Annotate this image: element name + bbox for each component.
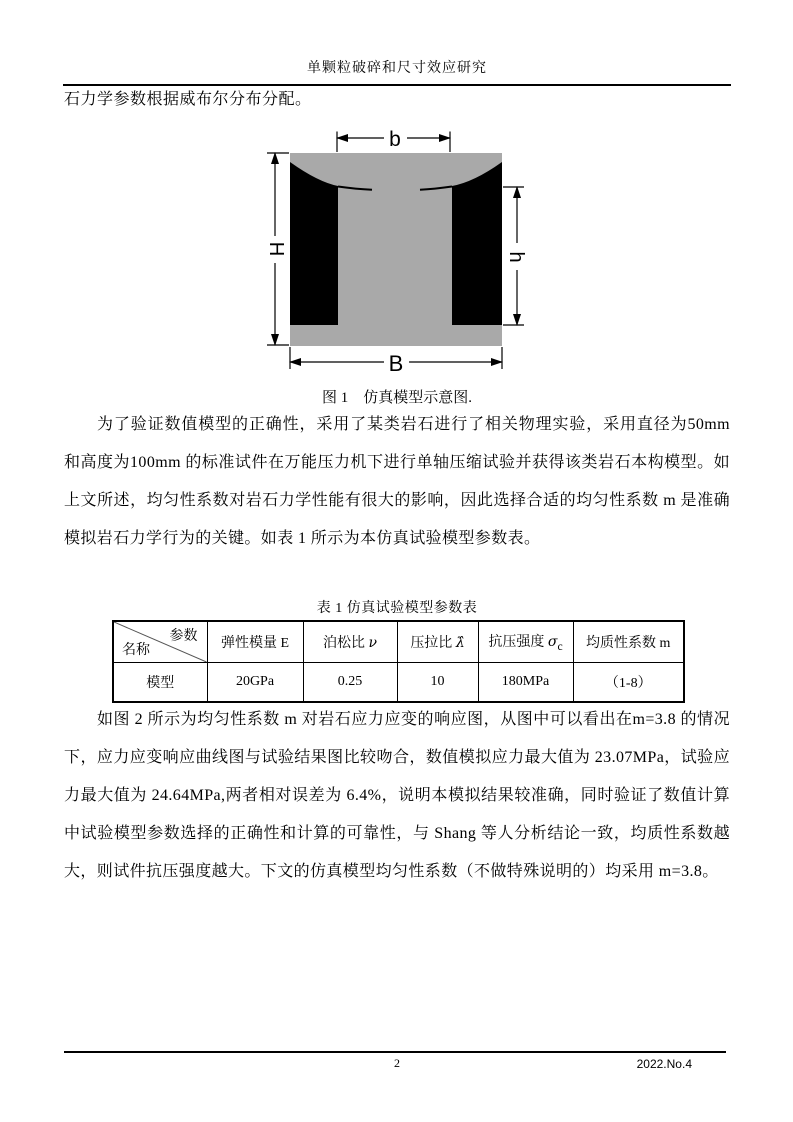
intro-paragraph: 石力学参数根据威布尔分布分配。 [64,91,312,108]
corner-label-parameter: 参数 [169,629,198,644]
dim-label-B: B [388,351,404,376]
col-header-compression-tension-ratio: 压拉比 λ̂ [397,621,478,663]
cell-compression-tension-ratio: 10 [397,663,478,703]
dim-label-h: h [505,251,527,263]
footer-rule [64,1051,726,1053]
table-data-row [113,663,684,703]
issue-label: 2022.No.4 [636,1057,692,1071]
running-header-title: 单颗粒破碎和尺寸效应研究 [307,61,487,76]
dim-label-H: H [265,241,287,257]
cell-homogeneity-index: （1-8） [573,663,684,703]
model-parameters-table [112,620,685,703]
left-void-region [290,162,338,325]
cell-compressive-strength: 180MPa [478,663,573,703]
figure-caption: 图 1 仿真模型示意图. [321,390,472,406]
col-header-homogeneity-index: 均质性系数 m [573,621,684,663]
corner-header-cell [113,621,207,663]
table-header-row [113,621,684,663]
simulation-model-figure [255,120,535,382]
col-header-elastic-modulus: 弹性模量 E [207,621,303,663]
corner-label-name: 名称 [122,643,150,658]
cell-row-name: 模型 [113,663,207,703]
cell-elastic-modulus: 20GPa [207,663,303,703]
body-paragraph-1: 为了验证数值模型的正确性，采用了某类岩石进行了相关物理实验，采用直径为50mm 和高度为100mm 的标准试件在万能压力机下进行单轴压缩试验并获得该类岩石本构模型。如上文所述，均匀性系数对岩石力学性能有很大的影响，因此选择合适的均匀性系数 m 是准确模拟岩石力学行为的关键。如表 1 所示为本仿真试验模型参数表。 [64,416,730,547]
right-void-region [452,162,502,325]
col-header-poisson-ratio: 泊松比 ν [303,621,397,663]
dim-label-b: b [389,128,401,151]
page-number: 2 [394,1056,400,1070]
col-header-compressive-strength: 抗压强度 $\sigma_c$ [478,621,573,663]
body-paragraph-2: 如图 2 所示为均匀性系数 m 对岩石应力应变的响应图，从图中可以看出在m=3.8 的情况下，应力应变响应曲线图与试验结果图比较吻合，数值模拟应力最大值为 23.07MPa，试验应力最大值为 24.64MPa,两者相对误差为 6.4%，说明本模拟结果较准确，同时验证了数值计算中试验模型参数选择的正确性和计算的可靠性，与 Shang 等人分析结论一致，均质性系数越大，则试件抗压强度越大。下文的仿真模型均匀性系数（不做特殊说明的）均采用 m=3.8。 [64,711,730,880]
table-caption: 表 1 仿真试验模型参数表 [316,601,478,616]
cell-poisson-ratio: 0.25 [303,663,397,703]
